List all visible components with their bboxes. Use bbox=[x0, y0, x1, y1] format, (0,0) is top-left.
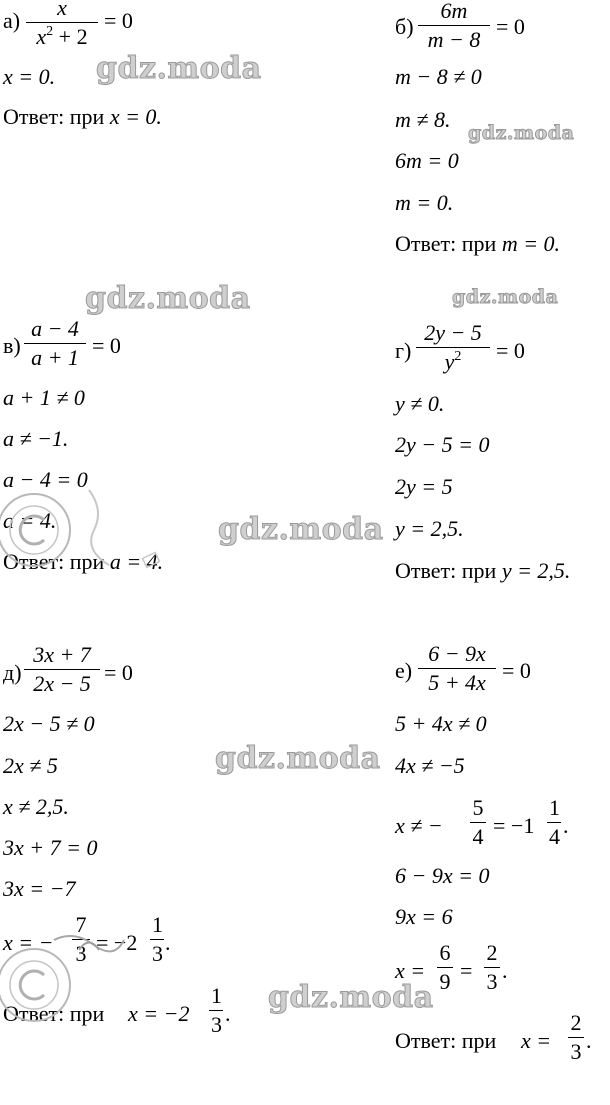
answer-word: Ответ: при bbox=[3, 104, 105, 129]
numerator: 3x + 7 bbox=[33, 642, 91, 667]
numerator: x bbox=[57, 0, 67, 20]
step-1: 5 + 4x ≠ 0 bbox=[395, 711, 487, 736]
label-b: б) bbox=[395, 14, 414, 39]
copyright-stamp bbox=[0, 467, 174, 600]
equals-zero: = 0 bbox=[496, 14, 525, 39]
answer-value: x = 0. bbox=[109, 104, 162, 129]
numerator: 5 bbox=[472, 795, 484, 820]
den-base: y bbox=[444, 349, 455, 375]
den-exponent: 2 bbox=[454, 349, 462, 365]
copyright-stamp bbox=[0, 910, 164, 1030]
step-4: 6 − 9x = 0 bbox=[395, 863, 490, 888]
answer-line bbox=[395, 560, 570, 582]
denominator: 3 bbox=[75, 941, 87, 967]
label-a: а) bbox=[3, 8, 21, 33]
numerator: 1 bbox=[549, 795, 560, 820]
denominator bbox=[26, 23, 98, 48]
answer-lhs: x = −2 bbox=[128, 1001, 190, 1026]
step-4: 3x + 7 = 0 bbox=[3, 835, 98, 860]
answer-value: m = 0. bbox=[501, 231, 561, 256]
step-6-lhs: x = − bbox=[3, 930, 54, 955]
step-3: 6m = 0 bbox=[395, 148, 459, 173]
answer-lhs: x = bbox=[521, 1028, 552, 1053]
watermark: gdz.moda bbox=[452, 286, 559, 308]
answer-line bbox=[3, 106, 162, 128]
equals-zero: = 0 bbox=[502, 658, 531, 683]
denominator: 9 bbox=[439, 969, 451, 995]
denominator: 4 bbox=[472, 824, 484, 850]
step-2: 2y − 5 = 0 bbox=[395, 432, 490, 457]
answer-fraction bbox=[209, 985, 223, 1036]
denominator: 3 bbox=[570, 1039, 582, 1065]
step-5: 3x = −7 bbox=[3, 876, 76, 901]
step-4: m = 0. bbox=[395, 190, 454, 215]
step-3-lhs: x ≠ − bbox=[395, 813, 443, 838]
denominator: 3 bbox=[486, 969, 498, 995]
step-6-mid: = −2 bbox=[96, 930, 138, 955]
watermark: gdz.moda bbox=[468, 122, 575, 144]
denominator: 3 bbox=[152, 941, 163, 967]
numerator: 2 bbox=[570, 1010, 582, 1035]
label-d: д) bbox=[3, 660, 22, 685]
den-exponent: 2 bbox=[46, 24, 54, 40]
watermark: gdz.moda bbox=[215, 741, 381, 776]
equals-zero: = 0 bbox=[92, 333, 121, 358]
step-4: a = 4. bbox=[3, 508, 57, 533]
denominator: m − 8 bbox=[427, 27, 481, 53]
label-e: е) bbox=[395, 658, 413, 683]
denominator: 2x − 5 bbox=[33, 671, 91, 697]
numerator: 6m bbox=[440, 0, 468, 23]
step-1: a + 1 ≠ 0 bbox=[3, 385, 85, 410]
answer-word: Ответ: при bbox=[395, 1028, 497, 1053]
step-2: 4x ≠ −5 bbox=[395, 753, 465, 778]
numerator: 6 − 9x bbox=[428, 641, 486, 666]
fraction-d bbox=[24, 644, 100, 695]
answer-end: . bbox=[225, 1001, 231, 1026]
fraction-five-quarters bbox=[470, 797, 486, 848]
watermark: gdz.moda bbox=[218, 512, 384, 547]
numerator: 2 bbox=[486, 940, 498, 965]
fraction-two-thirds bbox=[484, 942, 500, 993]
step-2: a ≠ −1. bbox=[3, 426, 69, 451]
numerator: 1 bbox=[211, 983, 222, 1008]
equals-zero: = 0 bbox=[104, 660, 133, 685]
fraction-one-quarter bbox=[547, 797, 561, 848]
step-6-end: . bbox=[165, 930, 171, 955]
step-2: 2x ≠ 5 bbox=[3, 753, 58, 778]
label-v: в) bbox=[3, 333, 21, 358]
fraction-v bbox=[24, 318, 86, 369]
step-6-end: . bbox=[502, 958, 508, 983]
step-2: m ≠ 8. bbox=[395, 107, 451, 132]
step-3: x ≠ 2,5. bbox=[3, 794, 69, 819]
denominator: 5 + 4x bbox=[428, 670, 486, 696]
answer-word: Ответ: при bbox=[395, 558, 497, 583]
equals-zero: = 0 bbox=[496, 338, 525, 363]
fraction-e bbox=[418, 643, 496, 694]
step-6-mid: = bbox=[460, 958, 473, 983]
watermark: gdz.moda bbox=[85, 281, 251, 316]
denominator bbox=[416, 348, 490, 373]
step-3: 2y = 5 bbox=[395, 474, 453, 499]
den-base: x bbox=[36, 24, 47, 50]
answer-value: y = 2,5. bbox=[501, 558, 571, 583]
step-1: m − 8 ≠ 0 bbox=[395, 64, 482, 89]
step-1: 2x − 5 ≠ 0 bbox=[3, 711, 95, 736]
numerator: a − 4 bbox=[31, 316, 79, 341]
numerator: 1 bbox=[152, 912, 163, 937]
watermark: gdz.moda bbox=[96, 51, 262, 86]
step-3-mid: = −1 bbox=[493, 813, 535, 838]
answer-end: . bbox=[586, 1028, 592, 1053]
denominator: 4 bbox=[549, 824, 560, 850]
label-g: г) bbox=[395, 338, 412, 363]
fraction-six-ninths bbox=[437, 942, 453, 993]
step-6-lhs: x = bbox=[395, 958, 426, 983]
numerator: 6 bbox=[439, 940, 451, 965]
answer-word: Ответ: при bbox=[395, 231, 497, 256]
step-3-end: . bbox=[563, 813, 569, 838]
numerator: 7 bbox=[75, 912, 87, 937]
answer-word: Ответ: при bbox=[3, 1001, 105, 1026]
den-rest: + 2 bbox=[53, 24, 88, 50]
numerator: 2y − 5 bbox=[424, 320, 482, 345]
answer-word: Ответ: при bbox=[3, 549, 105, 574]
denominator: a + 1 bbox=[31, 345, 79, 371]
fraction-b bbox=[418, 0, 490, 51]
fraction-a bbox=[26, 0, 98, 48]
denominator: 3 bbox=[211, 1012, 222, 1038]
step-1: y ≠ 0. bbox=[395, 391, 445, 416]
step-3: a − 4 = 0 bbox=[3, 467, 88, 492]
answer-value: a = 4. bbox=[109, 549, 164, 574]
equals-zero: = 0 bbox=[104, 8, 133, 33]
answer-fraction bbox=[568, 1012, 584, 1063]
fraction-g bbox=[416, 322, 490, 373]
watermark: gdz.moda bbox=[268, 980, 434, 1015]
step-4: y = 2,5. bbox=[395, 516, 464, 541]
answer-line bbox=[395, 233, 560, 255]
step-1: x = 0. bbox=[3, 64, 56, 89]
step-5: 9x = 6 bbox=[395, 904, 453, 929]
